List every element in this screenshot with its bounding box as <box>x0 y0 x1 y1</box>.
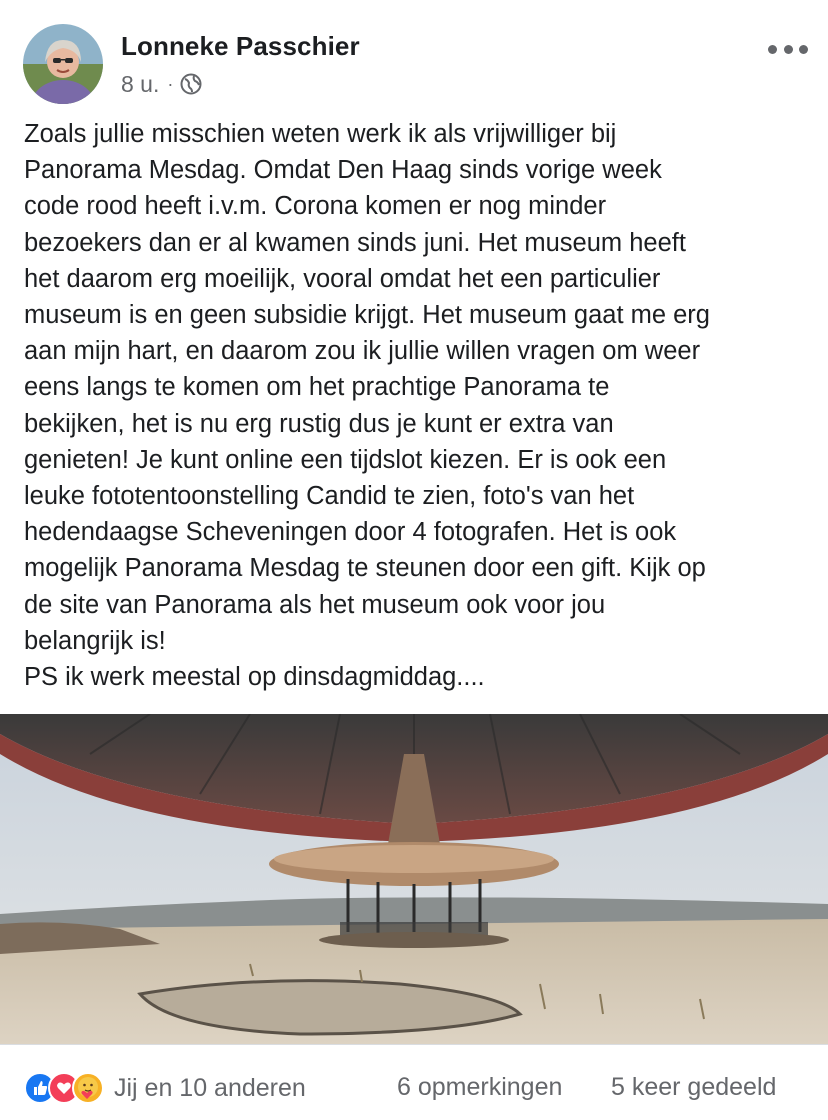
comments-count[interactable]: 6 opmerkingen <box>397 1073 563 1101</box>
meta-separator: · <box>167 73 174 94</box>
reactions-count: Jij en 10 anderen <box>114 1073 306 1102</box>
more-options-icon[interactable] <box>768 38 808 60</box>
author-name[interactable]: Lonneke Passchier <box>121 31 360 61</box>
globe-icon[interactable] <box>180 73 202 95</box>
shares-count[interactable]: 5 keer gedeeld <box>611 1073 777 1101</box>
reactions-summary[interactable] <box>24 1070 306 1106</box>
care-icon <box>72 1072 104 1104</box>
post-timestamp[interactable]: 8 u. <box>121 70 160 97</box>
post-text: Zoals jullie misschien weten werk ik als vrijwilliger bij Panorama Mesdag. Omdat Den Haag sinds vorige week code rood heeft i.v.m. Corona komen er nog minder bezoekers dan er al kwamen sinds juni. Het museum heeft het daarom erg moeilijk, vooral omdat het een particulier museum is en geen subsidie krijgt. Het museum gaat me erg aan mijn hart, en daarom zou ik jullie willen vragen om weer eens langs te komen om het prachtige Panorama te bekijken, het is nu erg rustig dus je kunt er extra van genieten! Je kunt online een tijdslot kiezen. Er is ook een leuke fototentoonstelling Candid te zien, foto's van het hedendaagse Scheveningen door 4 fotografen. Het is ook mogelijk Panorama Mesdag te steunen door een gift. Kijk op de site van Panorama als het museum ook voor jou belangrijk is! PS ik werk meestal op dinsdagmiddag.... <box>24 120 710 692</box>
post-meta <box>121 70 202 98</box>
author-avatar[interactable] <box>23 24 103 104</box>
post-photo[interactable] <box>0 714 828 1044</box>
